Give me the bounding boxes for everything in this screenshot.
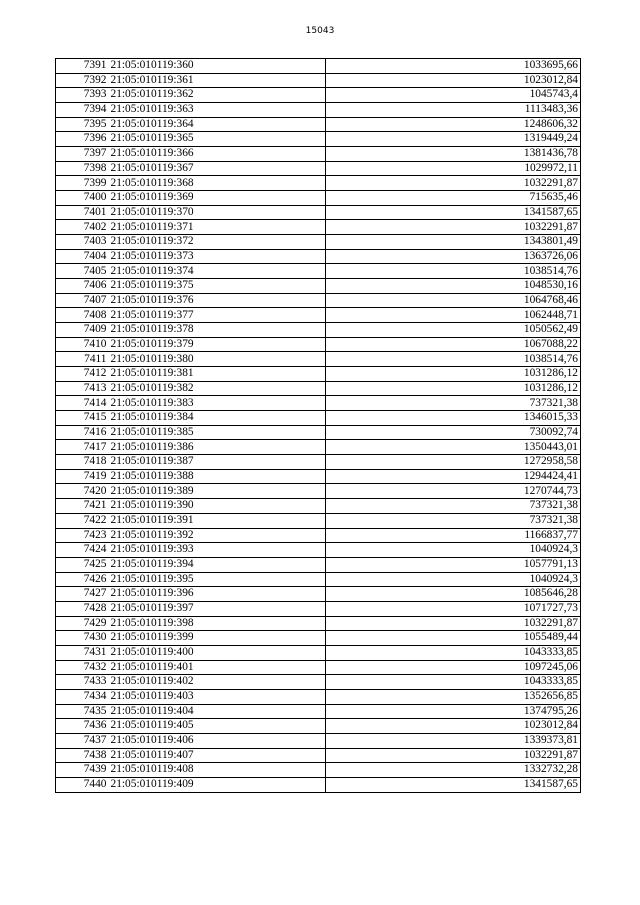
row-number-cell: 7406 — [56, 279, 109, 294]
cadastral-number-cell: 21:05:010119:383 — [109, 396, 326, 411]
value-cell: 730092,74 — [326, 425, 581, 440]
cadastral-number-cell: 21:05:010119:382 — [109, 381, 326, 396]
row-number-cell: 7431 — [56, 645, 109, 660]
cadastral-number-cell: 21:05:010119:391 — [109, 513, 326, 528]
table-row — [56, 455, 581, 470]
table-row — [56, 469, 581, 484]
value-cell: 1374795,26 — [326, 704, 581, 719]
row-number-cell: 7392 — [56, 73, 109, 88]
value-cell: 1381436,78 — [326, 147, 581, 162]
cadastral-number-cell: 21:05:010119:372 — [109, 235, 326, 250]
table-row — [56, 499, 581, 514]
row-number-cell: 7394 — [56, 103, 109, 118]
table-row — [56, 337, 581, 352]
row-number-cell: 7396 — [56, 132, 109, 147]
value-cell: 1166837,77 — [326, 528, 581, 543]
value-cell: 1270744,73 — [326, 484, 581, 499]
value-cell: 715635,46 — [326, 191, 581, 206]
value-cell: 1341587,65 — [326, 205, 581, 220]
row-number-cell: 7393 — [56, 88, 109, 103]
value-cell: 1085646,28 — [326, 587, 581, 602]
table-row — [56, 557, 581, 572]
row-number-cell: 7407 — [56, 293, 109, 308]
row-number-cell: 7425 — [56, 557, 109, 572]
cadastral-number-cell: 21:05:010119:364 — [109, 117, 326, 132]
cadastral-number-cell: 21:05:010119:371 — [109, 220, 326, 235]
table-row — [56, 205, 581, 220]
value-cell: 1033695,66 — [326, 59, 581, 74]
value-cell: 1097245,06 — [326, 660, 581, 675]
cadastral-number-cell: 21:05:010119:378 — [109, 323, 326, 338]
row-number-cell: 7395 — [56, 117, 109, 132]
table-row — [56, 733, 581, 748]
table-row — [56, 601, 581, 616]
table-row — [56, 367, 581, 382]
cadastral-number-cell: 21:05:010119:369 — [109, 191, 326, 206]
cadastral-number-cell: 21:05:010119:406 — [109, 733, 326, 748]
table-row — [56, 660, 581, 675]
table-row — [56, 528, 581, 543]
table-row — [56, 425, 581, 440]
cadastral-number-cell: 21:05:010119:380 — [109, 352, 326, 367]
value-cell: 737321,38 — [326, 396, 581, 411]
value-cell: 1341587,65 — [326, 777, 581, 792]
cadastral-number-cell: 21:05:010119:367 — [109, 161, 326, 176]
cadastral-number-cell: 21:05:010119:373 — [109, 249, 326, 264]
cadastral-number-cell: 21:05:010119:374 — [109, 264, 326, 279]
row-number-cell: 7403 — [56, 235, 109, 250]
cadastral-number-cell: 21:05:010119:388 — [109, 469, 326, 484]
value-cell: 1055489,44 — [326, 631, 581, 646]
cadastral-number-cell: 21:05:010119:400 — [109, 645, 326, 660]
cadastral-number-cell: 21:05:010119:362 — [109, 88, 326, 103]
cadastral-number-cell: 21:05:010119:397 — [109, 601, 326, 616]
row-number-cell: 7405 — [56, 264, 109, 279]
table-row — [56, 675, 581, 690]
value-cell: 1032291,87 — [326, 616, 581, 631]
table-row — [56, 249, 581, 264]
cadastral-number-cell: 21:05:010119:402 — [109, 675, 326, 690]
row-number-cell: 7412 — [56, 367, 109, 382]
cadastral-number-cell: 21:05:010119:403 — [109, 689, 326, 704]
row-number-cell: 7433 — [56, 675, 109, 690]
row-number-cell: 7399 — [56, 176, 109, 191]
row-number-cell: 7427 — [56, 587, 109, 602]
cadastral-number-cell: 21:05:010119:394 — [109, 557, 326, 572]
row-number-cell: 7402 — [56, 220, 109, 235]
value-cell: 1062448,71 — [326, 308, 581, 323]
table-row — [56, 117, 581, 132]
value-cell: 1038514,76 — [326, 264, 581, 279]
table-row — [56, 381, 581, 396]
row-number-cell: 7422 — [56, 513, 109, 528]
value-cell: 1029972,11 — [326, 161, 581, 176]
cadastral-number-cell: 21:05:010119:379 — [109, 337, 326, 352]
row-number-cell: 7410 — [56, 337, 109, 352]
cadastral-number-cell: 21:05:010119:389 — [109, 484, 326, 499]
row-number-cell: 7420 — [56, 484, 109, 499]
table-row — [56, 411, 581, 426]
table-row — [56, 308, 581, 323]
value-cell: 1043333,85 — [326, 675, 581, 690]
value-cell: 1023012,84 — [326, 73, 581, 88]
table-row — [56, 132, 581, 147]
row-number-cell: 7414 — [56, 396, 109, 411]
value-cell: 1043333,85 — [326, 645, 581, 660]
cadastral-number-cell: 21:05:010119:361 — [109, 73, 326, 88]
table-row — [56, 748, 581, 763]
value-cell: 1032291,87 — [326, 220, 581, 235]
value-cell: 1363726,06 — [326, 249, 581, 264]
row-number-cell: 7416 — [56, 425, 109, 440]
table-row — [56, 352, 581, 367]
cadastral-number-cell: 21:05:010119:399 — [109, 631, 326, 646]
row-number-cell: 7418 — [56, 455, 109, 470]
row-number-cell: 7421 — [56, 499, 109, 514]
table-row — [56, 513, 581, 528]
cadastral-number-cell: 21:05:010119:385 — [109, 425, 326, 440]
cadastral-number-cell: 21:05:010119:384 — [109, 411, 326, 426]
cadastral-number-cell: 21:05:010119:393 — [109, 543, 326, 558]
cadastral-number-cell: 21:05:010119:368 — [109, 176, 326, 191]
cadastral-number-cell: 21:05:010119:370 — [109, 205, 326, 220]
cadastral-number-cell: 21:05:010119:386 — [109, 440, 326, 455]
table-row — [56, 176, 581, 191]
cadastral-number-cell: 21:05:010119:398 — [109, 616, 326, 631]
value-cell: 1032291,87 — [326, 748, 581, 763]
table-row — [56, 191, 581, 206]
cadastral-number-cell: 21:05:010119:392 — [109, 528, 326, 543]
cadastral-number-cell: 21:05:010119:395 — [109, 572, 326, 587]
value-cell: 1067088,22 — [326, 337, 581, 352]
table-row — [56, 161, 581, 176]
cadastral-number-cell: 21:05:010119:407 — [109, 748, 326, 763]
value-cell: 1346015,33 — [326, 411, 581, 426]
table-row — [56, 235, 581, 250]
row-number-cell: 7438 — [56, 748, 109, 763]
value-cell: 1057791,13 — [326, 557, 581, 572]
table-row — [56, 704, 581, 719]
cadastral-number-cell: 21:05:010119:381 — [109, 367, 326, 382]
table-row — [56, 763, 581, 778]
table-row — [56, 220, 581, 235]
row-number-cell: 7409 — [56, 323, 109, 338]
value-cell: 737321,38 — [326, 499, 581, 514]
table-row — [56, 484, 581, 499]
cadastral-number-cell: 21:05:010119:390 — [109, 499, 326, 514]
row-number-cell: 7423 — [56, 528, 109, 543]
cadastral-number-cell: 21:05:010119:377 — [109, 308, 326, 323]
value-cell: 1040924,3 — [326, 543, 581, 558]
row-number-cell: 7428 — [56, 601, 109, 616]
value-cell: 1031286,12 — [326, 367, 581, 382]
table-row — [56, 73, 581, 88]
cadastral-number-cell: 21:05:010119:360 — [109, 59, 326, 74]
value-cell: 1352656,85 — [326, 689, 581, 704]
cadastral-number-cell: 21:05:010119:401 — [109, 660, 326, 675]
row-number-cell: 7413 — [56, 381, 109, 396]
row-number-cell: 7408 — [56, 308, 109, 323]
cadastral-number-cell: 21:05:010119:363 — [109, 103, 326, 118]
cadastral-number-cell: 21:05:010119:408 — [109, 763, 326, 778]
cadastral-number-cell: 21:05:010119:387 — [109, 455, 326, 470]
table-row — [56, 88, 581, 103]
table-row — [56, 440, 581, 455]
table-row — [56, 616, 581, 631]
table-row — [56, 587, 581, 602]
cadastral-value-table — [55, 58, 581, 793]
table-row — [56, 543, 581, 558]
cadastral-number-cell: 21:05:010119:366 — [109, 147, 326, 162]
row-number-cell: 7401 — [56, 205, 109, 220]
table-body — [56, 59, 581, 793]
table-row — [56, 645, 581, 660]
row-number-cell: 7415 — [56, 411, 109, 426]
row-number-cell: 7429 — [56, 616, 109, 631]
table-row — [56, 396, 581, 411]
row-number-cell: 7419 — [56, 469, 109, 484]
table-row — [56, 689, 581, 704]
value-cell: 1332732,28 — [326, 763, 581, 778]
table-row — [56, 719, 581, 734]
value-cell: 1343801,49 — [326, 235, 581, 250]
row-number-cell: 7424 — [56, 543, 109, 558]
table-row — [56, 59, 581, 74]
cadastral-number-cell: 21:05:010119:405 — [109, 719, 326, 734]
value-cell: 1350443,01 — [326, 440, 581, 455]
row-number-cell: 7397 — [56, 147, 109, 162]
value-cell: 1045743,4 — [326, 88, 581, 103]
row-number-cell: 7440 — [56, 777, 109, 792]
table-row — [56, 293, 581, 308]
table-row — [56, 572, 581, 587]
value-cell: 1272958,58 — [326, 455, 581, 470]
row-number-cell: 7411 — [56, 352, 109, 367]
table-row — [56, 631, 581, 646]
cadastral-number-cell: 21:05:010119:365 — [109, 132, 326, 147]
value-cell: 1294424,41 — [326, 469, 581, 484]
value-cell: 1040924,3 — [326, 572, 581, 587]
value-cell: 1319449,24 — [326, 132, 581, 147]
row-number-cell: 7435 — [56, 704, 109, 719]
row-number-cell: 7404 — [56, 249, 109, 264]
table-row — [56, 323, 581, 338]
row-number-cell: 7430 — [56, 631, 109, 646]
row-number-cell: 7439 — [56, 763, 109, 778]
value-cell: 1023012,84 — [326, 719, 581, 734]
value-cell: 1064768,46 — [326, 293, 581, 308]
row-number-cell: 7434 — [56, 689, 109, 704]
table-row — [56, 777, 581, 792]
row-number-cell: 7432 — [56, 660, 109, 675]
cadastral-number-cell: 21:05:010119:396 — [109, 587, 326, 602]
row-number-cell: 7426 — [56, 572, 109, 587]
row-number-cell: 7417 — [56, 440, 109, 455]
table-row — [56, 264, 581, 279]
row-number-cell: 7400 — [56, 191, 109, 206]
cadastral-number-cell: 21:05:010119:404 — [109, 704, 326, 719]
cadastral-number-cell: 21:05:010119:409 — [109, 777, 326, 792]
value-cell: 1038514,76 — [326, 352, 581, 367]
value-cell: 737321,38 — [326, 513, 581, 528]
page-number: 15043 — [305, 26, 335, 36]
value-cell: 1032291,87 — [326, 176, 581, 191]
value-cell: 1339373,81 — [326, 733, 581, 748]
value-cell: 1048530,16 — [326, 279, 581, 294]
table-row — [56, 279, 581, 294]
value-cell: 1071727,73 — [326, 601, 581, 616]
value-cell: 1113483,36 — [326, 103, 581, 118]
table-row — [56, 147, 581, 162]
cadastral-number-cell: 21:05:010119:375 — [109, 279, 326, 294]
cadastral-number-cell: 21:05:010119:376 — [109, 293, 326, 308]
row-number-cell: 7436 — [56, 719, 109, 734]
value-cell: 1248606,32 — [326, 117, 581, 132]
value-cell: 1050562,49 — [326, 323, 581, 338]
row-number-cell: 7437 — [56, 733, 109, 748]
row-number-cell: 7398 — [56, 161, 109, 176]
value-cell: 1031286,12 — [326, 381, 581, 396]
table-row — [56, 103, 581, 118]
row-number-cell: 7391 — [56, 59, 109, 74]
